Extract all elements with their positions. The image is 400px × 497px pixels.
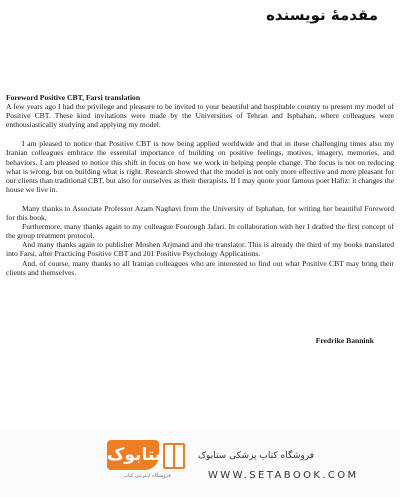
paragraph-gap [6,129,394,139]
page-title: مقدمهٔ نویسنده [266,6,378,24]
book-icon [163,443,185,469]
paragraph: And, of course, many thanks to all Iranian colleagues who are interested to find out what Positive CBT may bring their clients and themselves. [6,258,394,277]
paragraph: I am pleased to notice that Positive CBT is now being applied worldwide and that in these challenging times also my Iranian colleagues embrace the essential importance of building on positive feelings, motives, imagery, memories, and behaviors. I am pleased to notice this shift in focus on how we work in helping people change. The focus is not on reducing what is wrong, but on building what is right. Research showed that the model is not only more effective and more pleasant for our clients than traditional CBT, but also for ourselves as their therapists. If I may quote your famous poet Hafiz: it changes the house we live in. [6,139,394,194]
shop-url-link[interactable]: WWW.SETABOOK.COM [208,470,359,481]
paragraph: Many thanks to Associate Professor Azam Naghavi from the University of Isphahan, for writing her beautiful Foreword for this book. [6,203,394,223]
paragraph-gap [6,194,394,204]
logo-wordmark: ستابوک [107,440,159,470]
logo-subtitle: فروشگاه اینترنتی کتاب [123,473,171,479]
watermark-footer [0,430,400,497]
paragraph: A few years ago I had the privilege and pleasure to be invited to your beautiful and hospitable country to present my model of Positive CBT. These kind invitations were made by the Universities of Tehran and Isphahan, where colleagues were enthousiastically studying and applying my model. [6,102,394,130]
paragraph: Furthermore, many thanks again to my colleague Fourough Jafari. In collaboration with her I drafted the first concept of the group treatment protocol. [6,222,394,241]
shop-name: فروشگاه کتاب پزشکی ستابوک [198,451,315,461]
author-signature: Fredrike Bannink [315,336,374,345]
foreword-text [6,93,394,277]
foreword-heading: Foreword Positive CBT, Farsi translation [6,93,141,102]
setabook-logo[interactable] [107,440,187,484]
paragraph: And many thanks again to publisher Moshen Arjmand and the translator. This is already the third of my books translated into Farsi, after Practicing Positive CBT and 201 Positive Psychology Applications. [6,240,394,259]
